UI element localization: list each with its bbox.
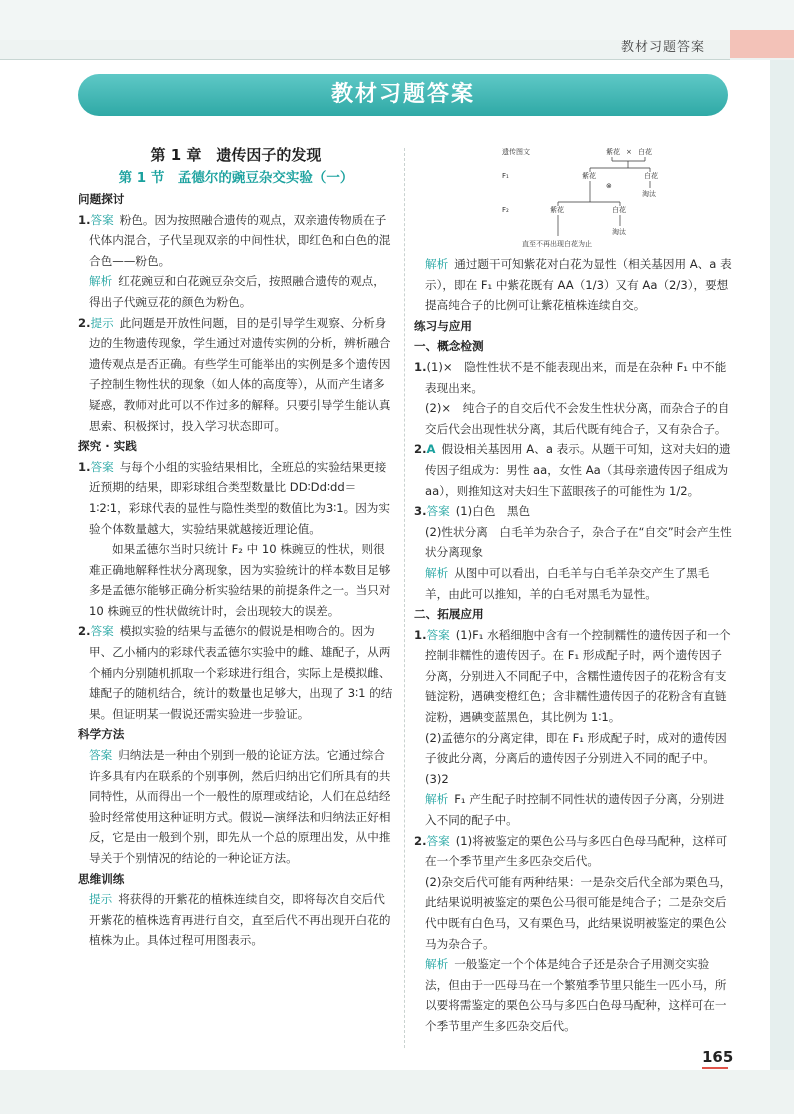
- exercise-item: (2)× 纯合子的自交后代不会发生性状分离，而杂合子的自交后代会出现性状分离，其后代既有纯合子，又有杂合子。: [425, 401, 730, 436]
- diagram-parent-b: 白花: [638, 148, 652, 156]
- bottom-band: [0, 1070, 794, 1114]
- exercise-item: (2)杂交后代可能有两种结果：一是杂交后代全部为栗色马，此结果说明被鉴定的栗色公马很可能是纯合子；二是杂交后代中既有白色马，又有栗色马，此结果说明被鉴定的栗色公马为杂合子。: [425, 874, 732, 951]
- hint-item: 提示 将获得的开紫花的植株连续自交，即将每次自交后代开紫花的植株选育再进行自交，直至后代不再出现开白花的植株为止。具体过程可用图表示。: [89, 892, 391, 948]
- analysis-item: 解析 红花豌豆和白花豌豆杂交后，按照融合遗传的观点，得出子代豌豆花的颜色为粉色。: [89, 274, 385, 309]
- answer-item: 1.答案 粉色。因为按照融合遗传的观点，双亲遗传物质在子代体内混合，子代呈现双亲的中间性状，即红色和白色的混合色——粉色。: [78, 212, 391, 268]
- exercise-item: (2)性状分离 白毛羊为杂合子，杂合子在“自交”时会产生性状分离现象: [425, 524, 732, 560]
- heading-concept-check: 一、概念检测: [414, 339, 484, 354]
- right-column: [414, 146, 732, 1037]
- diagram-f2-mid: 白花: [612, 206, 626, 214]
- answer-item: 2.答案 (1)将被鉴定的栗色公马与多匹白色母马配种，这样可在一个季节里产生多匹杂交后代。: [414, 833, 728, 869]
- exercise-item: 2.A 假设相关基因用 A、a 表示。从题干可知，这对夫妇的遗传因子组成为：男性 aa，女性 Aa（其母亲遗传因子组成为 aa），则推知这对夫妇生下蓝眼孩子的可能性为 1/2。: [414, 442, 731, 498]
- hint-tag: 提示: [90, 315, 114, 330]
- page-number: 165: [702, 1048, 734, 1066]
- diagram-f2-label: F₂: [502, 206, 509, 214]
- analysis-tag: 解析: [425, 792, 449, 807]
- left-column: [78, 143, 394, 951]
- diagram-f1-left: 紫花: [582, 172, 596, 180]
- analysis-tag: 解析: [89, 274, 113, 289]
- page-number-underline: [702, 1067, 728, 1069]
- paragraph: 如果孟德尔当时只统计 F₂ 中 10 株豌豆的性状，则很难正确地解释性状分离现象，因为实验统计的样本数目足够多是孟德尔能够正确分析实验结果的前提条件之一。当只对 10 株豌豆的性状做统计时，会出现较大的误差。: [89, 542, 391, 618]
- choice-letter: A: [426, 442, 436, 457]
- answer-tag: 答案: [89, 748, 113, 763]
- diagram-f2-note: 淘汰: [612, 228, 626, 236]
- diagram-parent-a: 紫花: [606, 148, 620, 156]
- heading-thinking-training: 思维训练: [78, 871, 125, 886]
- answer-item: 2.答案 模拟实验的结果与孟德尔的假说是相吻合的。因为甲、乙小桶内的彩球代表孟德尔实验中的雌、雄配子，从两个桶内分别随机抓取一个彩球进行组合，实际上是模拟雌、雄配子的随机结合，统计的数量也足够大，出现了 3∶1 的结果。但证明某一假说还需实验进一步验证。: [78, 624, 393, 721]
- diagram-bottom: 直至不再出现白花为止: [522, 240, 592, 248]
- right-margin-strip: [770, 60, 794, 1114]
- analysis-item: 解析 一般鉴定一个个体是纯合子还是杂合子用测交实验法，但由于一匹母马在一个繁殖季节里只能生一匹小马，所以要将需鉴定的栗色公马与多匹白色母马配种，这样可在一个季节里产生多匹杂交后代。: [425, 957, 727, 1033]
- answer-tag: 答案: [426, 627, 450, 642]
- answer-tag: 答案: [426, 833, 450, 848]
- analysis-tag: 解析: [425, 957, 449, 972]
- exercise-item: 1.(1)× 隐性性状不是不能表现出来，而是在杂种 F₁ 中不能表现出来。: [414, 359, 727, 395]
- diagram-f1-right: 白花: [644, 172, 658, 180]
- heading-inquiry-practice: 探究 · 实践: [78, 439, 137, 454]
- diagram-self-symbol: ⊗: [606, 182, 612, 190]
- heading-scientific-method: 科学方法: [78, 727, 125, 742]
- banner-title: 教材习题答案: [78, 74, 728, 116]
- heading-practice: 练习与应用: [414, 318, 472, 333]
- diagram-f1-note: 淘汰: [642, 190, 656, 198]
- answer-tag: 答案: [90, 459, 114, 474]
- exercise-item: (2)孟德尔的分离定律，即在 F₁ 形成配子时，成对的遗传因子彼此分离，分离后的遗传因子分别进入不同的配子中。: [425, 730, 727, 766]
- diagram-f2-left: 紫花: [550, 206, 564, 214]
- exercise-item: (3)2: [425, 771, 449, 786]
- analysis-tag: 解析: [425, 257, 449, 271]
- hint-tag: 提示: [89, 892, 113, 907]
- answer-item: 3.答案 (1)白色 黑色: [414, 504, 531, 519]
- diagram-cross: ×: [626, 148, 632, 156]
- answer-item: 答案 归纳法是一种由个别到一般的论证方法。它通过综合许多具有内在联系的个别事例，然后归纳出它们所具有的共同特性，从而得出一个一般性的原理或结论，人们在总结经验时经常使用这种证明方式。假说—演绎法和归纳法正好相反，它是由一般到个别，即先从一个总的原理出发，从中推导关于个别情况的结论的一种论证方法。: [89, 748, 391, 865]
- column-divider: [404, 148, 405, 1048]
- analysis-item: 解析 从图中可以看出，白毛羊与白毛羊杂交产生了黑毛羊，由此可以推知，羊的白毛对黑毛为显性。: [425, 565, 710, 601]
- chapter-title: 第 1 章 遗传因子的发现: [150, 146, 322, 164]
- analysis-tag: 解析: [425, 565, 449, 580]
- heading-extension: 二、拓展应用: [414, 607, 484, 622]
- answer-tag: 答案: [426, 504, 450, 519]
- header-tab: [730, 30, 794, 58]
- top-band: [0, 0, 794, 40]
- running-header: 教材习题答案: [621, 40, 706, 55]
- header-rule: [0, 59, 730, 60]
- answer-item: 1.答案 (1)F₁ 水稻细胞中含有一个控制糯性的遗传因子和一个控制非糯性的遗传因子。在 F₁ 形成配子时，两个遗传因子分离，分别进入不同配子中，含糯性遗传因子的花粉含有支链淀粉，遇碘变橙红色；含非糯性遗传因子的花粉含有直链淀粉，遇碘变蓝黑色，其比例为 1∶1。: [414, 627, 731, 725]
- heading-problem-discussion: 问题探讨: [78, 192, 125, 206]
- hint-item: 2.提示 此问题是开放性问题，目的是引导学生观察、分析身边的生物遗传现象，学生通过对遗传实例的分析，辨析融合遗传观点是否正确。有些学生可能举出的实例是多个遗传因子控制生物性状的现象（如人体的高度等），从而产生诸多疑惑，教师对此可以不作过多的解释。只要引导学生能认真思索、积极探讨，投入学习状态即可。: [78, 315, 391, 433]
- answer-tag: 答案: [90, 624, 114, 639]
- answer-item: 1.答案 与每个小组的实验结果相比，全班总的实验结果更接近预期的结果，即彩球组合类型数量比 DD∶Dd∶dd＝1∶2∶1，彩球代表的显性与隐性类型的数值比为3∶1。因为实验个体数量越大，实验结果就越接近理论值。: [78, 459, 390, 536]
- diagram-f1-label: F₁: [502, 172, 509, 180]
- analysis-item: 解析 F₁ 产生配子时控制不同性状的遗传因子分离，分别进入不同的配子中。: [425, 792, 725, 828]
- diagram-space: [414, 146, 732, 254]
- answer-tag: 答案: [90, 212, 114, 227]
- section-title: 第 1 节 孟德尔的豌豆杂交实验（一）: [118, 170, 354, 186]
- analysis-item: 解析 通过题干可知紫花对白花为显性（相关基因用 A、a 表示），即在 F₁ 中紫花既有 AA（1/3）又有 Aa（2/3），要想提高纯合子的比例可让紫花植株连续自交。: [425, 257, 732, 313]
- diagram-label: 遗传图文: [502, 148, 530, 156]
